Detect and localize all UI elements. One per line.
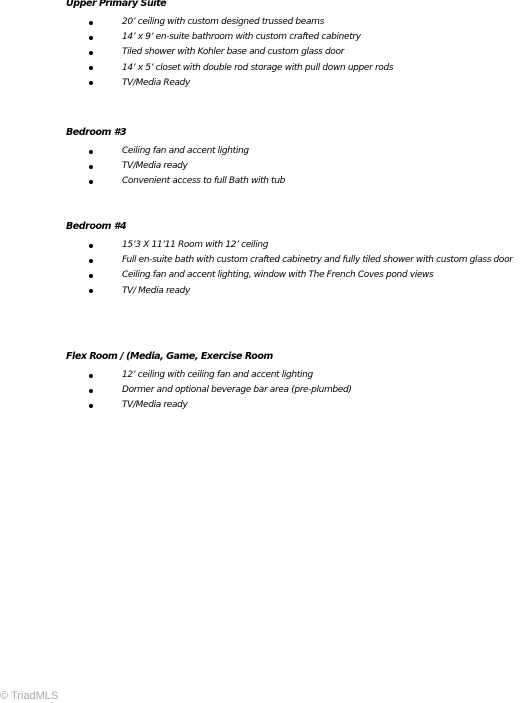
list-item: TV/ Media ready <box>66 284 532 299</box>
bullet-list <box>66 15 532 91</box>
list-item: 15’3 X 11’11 Room with 12’ ceiling <box>66 238 532 253</box>
bullet-icon <box>89 274 93 278</box>
bullet-list <box>66 238 532 299</box>
list-item: Tiled shower with Kohler base and custom glass door <box>66 45 532 60</box>
bullet-icon <box>89 51 93 55</box>
bullet-icon <box>89 389 93 393</box>
list-item: TV/Media ready <box>66 159 532 174</box>
list-item: Convenient access to full Bath with tub <box>66 174 532 189</box>
list-item: Full en-suite bath with custom crafted cabinetry and fully tiled shower with custom glass door <box>66 253 531 268</box>
watermark-text: © TriadMLS <box>0 690 59 702</box>
section-upper-primary-suite <box>66 0 532 91</box>
section-heading: Upper Primary Suite <box>66 0 167 9</box>
list-item: 20’ ceiling with custom designed trussed beams <box>66 15 532 30</box>
bullet-list <box>66 144 532 190</box>
section-bedroom-3 <box>66 127 532 190</box>
bullet-icon <box>89 259 93 263</box>
bullet-icon <box>89 150 93 154</box>
bullet-icon <box>89 36 93 40</box>
bullet-icon <box>89 244 93 248</box>
list-item: 12’ ceiling with ceiling fan and accent lighting <box>66 368 532 383</box>
section-flex-room <box>66 351 532 414</box>
list-item: Ceiling fan and accent lighting <box>66 144 532 159</box>
list-item: Dormer and optional beverage bar area (pre-plumbed) <box>66 383 532 398</box>
bullet-list <box>66 368 532 414</box>
bullet-icon <box>89 66 93 70</box>
list-item: TV/Media Ready <box>66 76 532 91</box>
bullet-icon <box>89 374 93 378</box>
list-item: 14’ x 5’ closet with double rod storage with pull down upper rods <box>66 61 532 76</box>
section-heading: Flex Room / (Media, Game, Exercise Room <box>66 351 273 362</box>
section-heading: Bedroom #3 <box>66 127 127 138</box>
bullet-icon <box>89 289 93 293</box>
bullet-icon <box>89 21 93 25</box>
bullet-icon <box>89 404 93 408</box>
section-heading: Bedroom #4 <box>66 221 127 232</box>
list-item: 14’ x 9’ en-suite bathroom with custom crafted cabinetry <box>66 30 532 45</box>
bullet-icon <box>89 180 93 184</box>
bullet-icon <box>89 165 93 169</box>
section-bedroom-4 <box>66 221 532 299</box>
list-item: TV/Media ready <box>66 398 532 413</box>
list-item: Ceiling fan and accent lighting, window with The French Coves pond views <box>66 268 532 283</box>
bullet-icon <box>89 81 93 85</box>
